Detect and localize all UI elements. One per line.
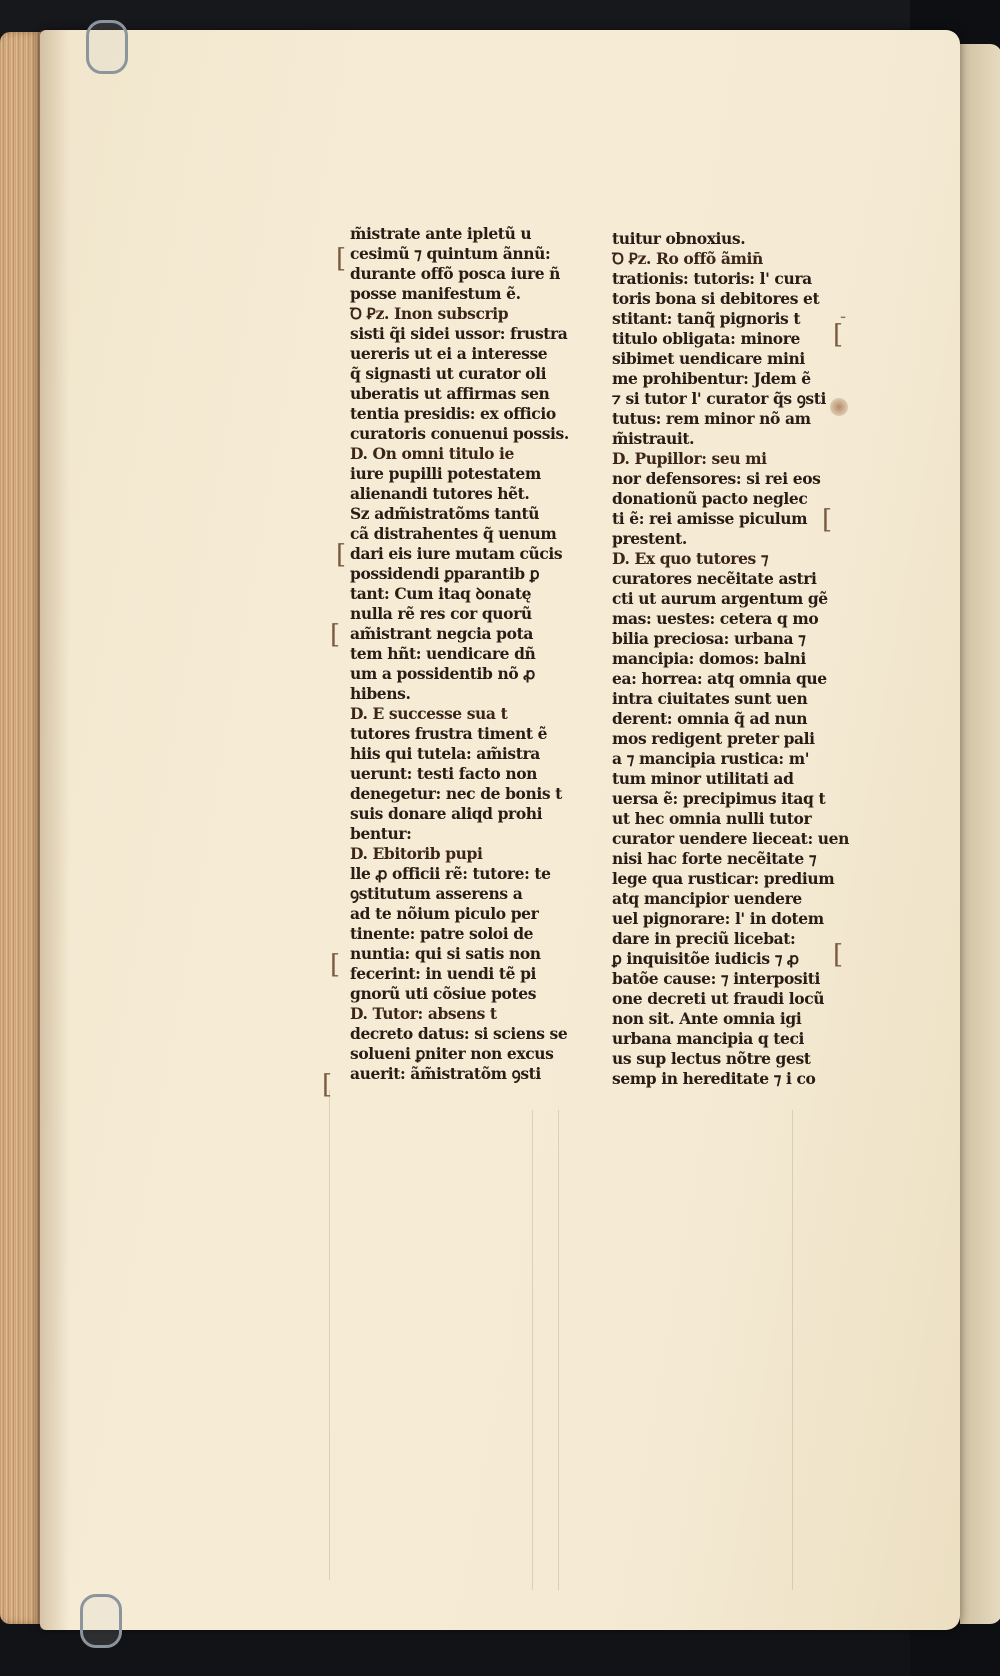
text-line: Ꝺ Ꝑz. Ro offõ ãmin̄ xyxy=(612,249,763,268)
text-line: curatoris conuenui possis. xyxy=(350,424,569,443)
text-line: tinente: patre soloi de xyxy=(350,924,534,943)
text-line: denegetur: nec de bonis t xyxy=(350,784,562,803)
text-line: uel pignorare: l' in dotem xyxy=(612,909,824,928)
text-line: mas: uestes: cetera q mo xyxy=(612,609,819,628)
margin-bracket: [ xyxy=(336,244,347,274)
text-line: tutores frustra timent ẽ xyxy=(350,724,548,743)
text-line: posse manifestum ẽ. xyxy=(350,284,521,303)
text-line: tentia presidis: ex officio xyxy=(350,404,556,423)
margin-bracket: [ xyxy=(833,320,844,350)
text-line: semp in hereditate ⁊ i co xyxy=(612,1069,816,1088)
text-line: tum minor utilitati ad xyxy=(612,769,794,788)
text-line: nisi hac forte necẽitate ⁊ xyxy=(612,849,817,868)
text-line: tant: Cum itaq ꝺonatę xyxy=(350,584,532,603)
text-line: decreto datus: si sciens se xyxy=(350,1024,568,1043)
text-line: ti ẽ: rei amisse piculum xyxy=(612,509,808,528)
text-line: auerit: ãm̃istratõm ꝯsti xyxy=(350,1064,541,1083)
text-line: curator uendere lieceat: uen xyxy=(612,829,849,848)
text-line: possidendi ꝑparantib ꝑ xyxy=(350,564,540,583)
text-line: D. Tutor: absens t xyxy=(350,1004,497,1023)
text-line: q̃ signasti ut curator oli xyxy=(350,364,547,383)
margin-bracket: [ xyxy=(330,950,341,980)
text-line: bentur: xyxy=(350,824,412,843)
text-line: alienandi tutores hẽt. xyxy=(350,484,530,503)
ruling-line xyxy=(792,1110,793,1590)
text-line: m̃istrauit. xyxy=(612,429,695,448)
text-line: tem hñt: uendicare dñ xyxy=(350,644,536,663)
text-line: atq mancipior uendere xyxy=(612,889,802,908)
text-line: toris bona si debitores et xyxy=(612,289,820,308)
text-line: cesimũ ⁊ quintum ãnnũ: xyxy=(350,244,551,263)
text-line: ꝑ inquisitõe iudicis ⁊ ꝓ xyxy=(612,949,799,968)
text-line: lege qua rusticar: predium xyxy=(612,869,835,888)
text-line: ⁊ si tutor l' curator q̃s ꝯsti xyxy=(612,389,827,408)
text-line: Ꝺ Ꝑz. Inon subscrip xyxy=(350,304,509,323)
text-line: dare in preciũ licebat: xyxy=(612,929,796,948)
text-line: ad te nõium piculo per xyxy=(350,904,539,923)
text-line: me prohibentur: Jdem ẽ xyxy=(612,369,811,388)
text-line: durante offõ posca iure ñ xyxy=(350,264,561,283)
text-line: uerunt: testi facto non xyxy=(350,764,538,783)
text-line: nulla rẽ res cor quorũ xyxy=(350,604,532,623)
text-line: am̃istrant negcia pota xyxy=(350,624,533,643)
text-line: D. E successe sua t xyxy=(350,704,508,723)
book-clip-top xyxy=(86,20,128,74)
text-line: m̃istrate ante ipletũ u xyxy=(350,224,532,243)
text-line: tuitur obnoxius. xyxy=(612,229,746,248)
text-line: us sup lectus nõtre gest xyxy=(612,1049,811,1068)
text-line: dari eis iure mutam cũcis xyxy=(350,544,563,563)
text-line: uberatis ut affirmas sen xyxy=(350,384,550,403)
text-line: ꝯstitutum asserens a xyxy=(350,884,523,903)
text-line: ea: horrea: atq omnia que xyxy=(612,669,827,688)
text-line: hiis qui tutela: am̃istra xyxy=(350,744,540,763)
text-line: uereris ut ei a interesse xyxy=(350,344,548,363)
margin-bracket: [ xyxy=(330,620,341,650)
margin-dash: - xyxy=(840,306,847,327)
text-line: urbana mancipia q teci xyxy=(612,1029,805,1048)
margin-bracket: [ xyxy=(322,1070,333,1100)
text-line: trationis: tutoris: l' cura xyxy=(612,269,812,288)
text-line: a ⁊ mancipia rustica: m' xyxy=(612,749,810,768)
ruling-line xyxy=(532,1110,533,1590)
text-column-left xyxy=(350,224,569,1084)
text-line: cã distrahentes q̃ uenum xyxy=(350,524,557,543)
book-clip-bottom xyxy=(80,1594,122,1648)
text-line: mos redigent preter pali xyxy=(612,729,815,748)
text-line: titulo obligata: minore xyxy=(612,329,800,348)
text-line: prestent. xyxy=(612,529,687,548)
margin-bracket: [ xyxy=(336,540,347,570)
text-line: donationũ pacto neglec xyxy=(612,489,808,508)
text-line: nuntia: qui si satis non xyxy=(350,944,541,963)
text-line: sibimet uendicare mini xyxy=(612,349,805,368)
text-line: nor defensores: si rei eos xyxy=(612,469,821,488)
text-line: batõe cause: ⁊ interpositi xyxy=(612,969,820,988)
book-page-edges xyxy=(0,32,42,1624)
text-line: um a possidentib nõ ꝓ xyxy=(350,664,535,683)
text-line: lle ꝓ officii rẽ: tutore: te xyxy=(350,864,551,883)
text-line: cti ut aurum argentum gẽ xyxy=(612,589,828,608)
text-column-right xyxy=(612,229,849,1089)
text-line: mancipia: domos: balni xyxy=(612,649,806,668)
text-line: derent: omnia q̃ ad nun xyxy=(612,709,808,728)
text-line: D. Ex quo tutores ⁊ xyxy=(612,549,769,568)
text-line: D. Ebitorib pupi xyxy=(350,844,483,863)
text-line: D. Pupillor: seu mi xyxy=(612,449,767,468)
ruling-line xyxy=(329,1090,330,1580)
text-line: D. On omni titulo ie xyxy=(350,444,514,463)
text-line: tutus: rem minor nõ am xyxy=(612,409,811,428)
ruling-line xyxy=(558,1110,559,1590)
backdrop-top xyxy=(0,0,1000,34)
text-line: Sz adm̃istratõms tantũ xyxy=(350,504,540,523)
text-line: one decreti ut fraudi locũ xyxy=(612,989,825,1008)
margin-bracket: [ xyxy=(833,940,844,970)
text-line: hibens. xyxy=(350,684,411,703)
margin-bracket: [ xyxy=(822,505,833,535)
text-line: iure pupilli potestatem xyxy=(350,464,541,483)
facing-leaf-edge xyxy=(960,44,1000,1624)
text-line: sisti q̃i sidei ussor: frustra xyxy=(350,324,568,343)
text-line: solueni ꝑniter non excus xyxy=(350,1044,554,1063)
text-line: stitant: tanq̃ pignoris t xyxy=(612,309,801,328)
text-line: fecerint: in uendi tẽ pi xyxy=(350,964,537,983)
text-line: uersa ẽ: precipimus itaq t xyxy=(612,789,826,808)
text-line: curatores necẽitate astri xyxy=(612,569,817,588)
text-line: suis donare aliqd prohi xyxy=(350,804,543,823)
text-line: bilia preciosa: urbana ⁊ xyxy=(612,629,806,648)
text-line: ut hec omnia nulli tutor xyxy=(612,809,812,828)
text-line: intra ciuitates sunt uen xyxy=(612,689,808,708)
text-line: non sit. Ante omnia igi xyxy=(612,1009,802,1028)
text-line: gnorũ uti cõsiue potes xyxy=(350,984,537,1003)
